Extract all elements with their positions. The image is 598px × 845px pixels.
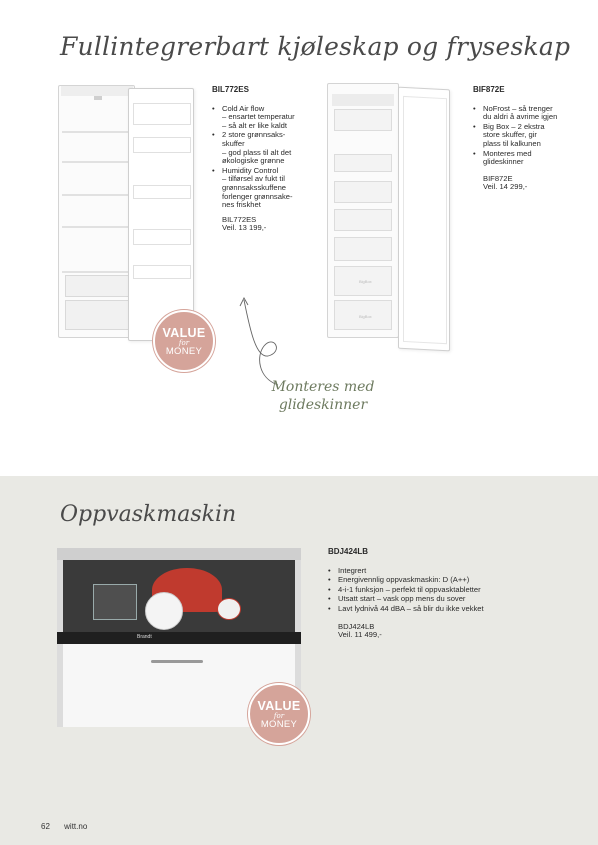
feature-item: • Lavt lydnivå 44 dBA – så blir du ikke vekket: [328, 605, 588, 614]
page-number: 62: [41, 822, 50, 831]
price-line: Veil. 13 199,-: [222, 223, 267, 233]
value-for-money-badge: VALUE for MONEY: [248, 683, 310, 745]
feature-item: • Utsatt start – vask opp mens du sover: [328, 595, 588, 604]
model-line: BIL772ES: [222, 214, 257, 224]
price-line: Veil. 14 299,-: [483, 182, 528, 192]
brand-mark: Brandt: [137, 634, 152, 640]
curved-arrow-icon: [238, 290, 298, 390]
feature-item: • Humidity Control – tilførsel av fukt til grønnsaksskuffene forlenger grønnsake- nes friskhet: [212, 167, 322, 210]
site-link[interactable]: witt.no: [64, 822, 88, 831]
product-code: BIF872E: [473, 85, 505, 94]
price-line: Veil. 11 499,-: [338, 630, 382, 640]
product-code: BDJ424LB: [328, 547, 369, 556]
product-bil772es: [212, 86, 322, 233]
product-code: BIL772ES: [212, 85, 249, 94]
feature-item: • NoFrost – så trenger du aldri å avrime igjen: [473, 105, 583, 122]
value-for-money-badge: VALUE for MONEY: [153, 310, 215, 372]
page-footer: [41, 822, 99, 831]
feature-item: • 4-i-1 funksjon – perfekt til oppvasktabletter: [328, 586, 588, 595]
feature-item: • Big Box – 2 ekstra store skuffer, gir plass til kalkunen: [473, 123, 583, 149]
feature-item: • Integrert: [328, 567, 588, 576]
model-line: BDJ424LB: [338, 621, 375, 631]
model-line: BIF872E: [483, 173, 513, 183]
product-bif872e: [473, 86, 583, 192]
section-title-fridge: Fullintegrerbart kjøleskap og fryseskap: [60, 32, 571, 61]
feature-item: • Monteres med glideskinner: [473, 150, 583, 167]
product-bdj424lb: [328, 548, 588, 640]
feature-item: • Energivennlig oppvaskmaskin: D (A++): [328, 576, 588, 585]
annotation-text: Monteres med glideskinner: [271, 379, 375, 413]
feature-item: • 2 store grønnsaks- skuffer – god plass til alt det økologiske grønne: [212, 131, 322, 165]
section-title-dishwasher: Oppvaskmaskin: [60, 502, 237, 527]
feature-item: • Cold Air flow – ensartet temperatur – så alt er like kaldt: [212, 105, 322, 131]
